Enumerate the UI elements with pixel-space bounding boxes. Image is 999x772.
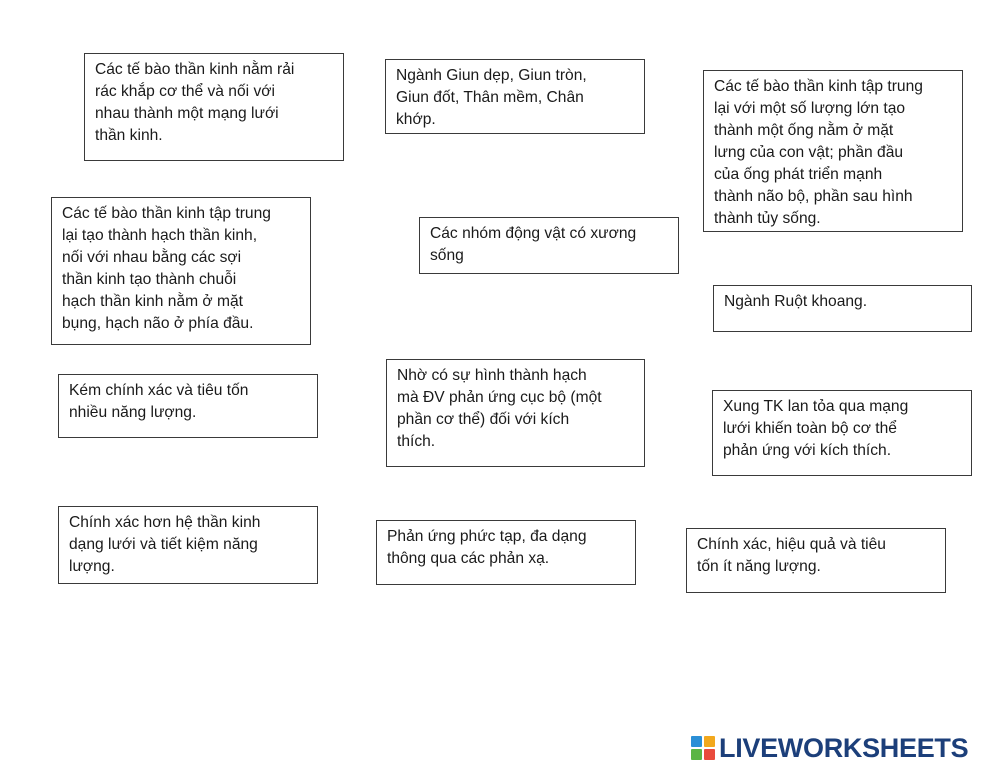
text-card-accurate-efficient[interactable]: Chính xác, hiệu quả và tiêu tốn ít năng lượng.	[686, 528, 946, 593]
logo-square-green	[691, 749, 702, 760]
text-card-inaccurate-energy-costly[interactable]: Kém chính xác và tiêu tốn nhiều năng lượng.	[58, 374, 318, 438]
text-card-nerve-net-description[interactable]: Các tế bào thần kinh nằm rải rác khắp cơ thể và nối với nhau thành một mạng lưới thần kinh.	[84, 53, 344, 161]
text-card-more-accurate-than-net[interactable]: Chính xác hơn hệ thần kinh dạng lưới và tiết kiệm năng lượng.	[58, 506, 318, 584]
logo-square-blue	[691, 736, 702, 747]
text-card-whole-body-response[interactable]: Xung TK lan tỏa qua mạng lưới khiến toàn bộ cơ thể phản ứng với kích thích.	[712, 390, 972, 476]
text-card-ganglion-chain-description[interactable]: Các tế bào thần kinh tập trung lại tạo thành hạch thần kinh, nối với nhau bằng các sợi thần kinh tạo thành chuỗi hạch thần kinh nằm ở mặt bụng, hạch não ở phía đầu.	[51, 197, 311, 345]
text-card-complex-reflexes[interactable]: Phản ứng phức tạp, đa dạng thông qua các phản xạ.	[376, 520, 636, 585]
text-card-cnidaria[interactable]: Ngành Ruột khoang.	[713, 285, 972, 332]
liveworksheets-logo	[691, 731, 968, 765]
logo-square-yellow	[704, 736, 715, 747]
text-card-local-response[interactable]: Nhờ có sự hình thành hạch mà ĐV phản ứng cục bộ (một phần cơ thể) đối với kích thích.	[386, 359, 645, 467]
logo-square-red	[704, 749, 715, 760]
liveworksheets-logo-icon	[691, 736, 715, 760]
text-card-flatworm-to-arthropod-groups[interactable]: Ngành Giun dẹp, Giun tròn, Giun đốt, Thân mềm, Chân khớp.	[385, 59, 645, 134]
text-card-vertebrate-groups[interactable]: Các nhóm động vật có xương sống	[419, 217, 679, 274]
liveworksheets-logo-text: LIVEWORKSHEETS	[719, 733, 969, 763]
text-card-tubular-nervous-system-description[interactable]: Các tế bào thần kinh tập trung lại với một số lượng lớn tạo thành một ống nằm ở mặt lưng của con vật; phần đầu của ống phát triển mạnh thành não bộ, phần sau hình thành tủy sống.	[703, 70, 963, 232]
